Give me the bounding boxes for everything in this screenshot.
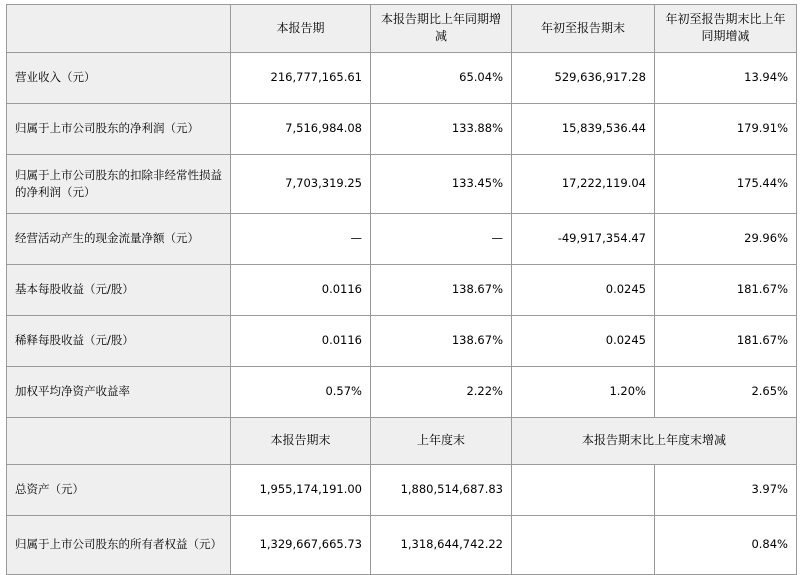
cell-cashflow-ytd: -49,917,354.47 [512, 213, 655, 264]
cell-cashflow-current-yoy: — [371, 213, 512, 264]
cell-net-profit-ytd-yoy: 179.91% [655, 103, 797, 154]
cell-equity-prior-year-end: 1,318,644,742.22 [371, 515, 512, 574]
cell-basic-eps-current-yoy: 138.67% [371, 264, 512, 315]
table-row [7, 52, 797, 103]
row-label-weighted-roe: 加权平均净资产收益率 [7, 366, 231, 417]
cell-revenue-ytd-yoy: 13.94% [655, 52, 797, 103]
cell-cashflow-current: — [231, 213, 371, 264]
cell-net-profit-excl-current-yoy: 133.45% [371, 154, 512, 213]
cell-net-profit-ytd: 15,839,536.44 [512, 103, 655, 154]
cell-roe-current-yoy: 2.22% [371, 366, 512, 417]
table-row [7, 103, 797, 154]
cell-basic-eps-ytd: 0.0245 [512, 264, 655, 315]
cell-net-profit-excl-ytd: 17,222,119.04 [512, 154, 655, 213]
table-header-row [7, 5, 797, 53]
cell-equity-spacer [512, 515, 655, 574]
cell-diluted-eps-ytd-yoy: 181.67% [655, 315, 797, 366]
table-row [7, 213, 797, 264]
table-row [7, 366, 797, 417]
row-label-total-assets: 总资产（元） [7, 464, 231, 515]
row-label-equity-attributable: 归属于上市公司股东的所有者权益（元） [7, 515, 231, 574]
header-ytd-yoy: 年初至报告期末比上年同期增减 [655, 5, 797, 53]
cell-net-profit-excl-ytd-yoy: 175.44% [655, 154, 797, 213]
financial-summary-table [6, 4, 797, 575]
second-header-corner-cell [7, 417, 231, 464]
table-row [7, 464, 797, 515]
second-header-period-end: 本报告期末 [231, 417, 371, 464]
table-second-header-row [7, 417, 797, 464]
cell-diluted-eps-current-yoy: 138.67% [371, 315, 512, 366]
header-corner-cell [7, 5, 231, 53]
cell-revenue-current-yoy: 65.04% [371, 52, 512, 103]
header-current-period: 本报告期 [231, 5, 371, 53]
cell-diluted-eps-ytd: 0.0245 [512, 315, 655, 366]
table-row [7, 154, 797, 213]
header-current-period-yoy: 本报告期比上年同期增减 [371, 5, 512, 53]
cell-revenue-ytd: 529,636,917.28 [512, 52, 655, 103]
cell-total-assets-change: 3.97% [655, 464, 797, 515]
table-row [7, 515, 797, 574]
cell-roe-ytd-yoy: 2.65% [655, 366, 797, 417]
cell-net-profit-current: 7,516,984.08 [231, 103, 371, 154]
cell-roe-ytd: 1.20% [512, 366, 655, 417]
row-label-operating-cashflow: 经营活动产生的现金流量净额（元） [7, 213, 231, 264]
cell-basic-eps-current: 0.0116 [231, 264, 371, 315]
row-label-net-profit: 归属于上市公司股东的净利润（元） [7, 103, 231, 154]
cell-net-profit-excl-current: 7,703,319.25 [231, 154, 371, 213]
cell-equity-change: 0.84% [655, 515, 797, 574]
cell-diluted-eps-current: 0.0116 [231, 315, 371, 366]
cell-net-profit-current-yoy: 133.88% [371, 103, 512, 154]
second-header-prior-year-end: 上年度末 [371, 417, 512, 464]
row-label-net-profit-excl-nonrecurring: 归属于上市公司股东的扣除非经常性损益的净利润（元） [7, 154, 231, 213]
cell-roe-current: 0.57% [231, 366, 371, 417]
row-label-basic-eps: 基本每股收益（元/股） [7, 264, 231, 315]
header-ytd: 年初至报告期末 [512, 5, 655, 53]
row-label-revenue: 营业收入（元） [7, 52, 231, 103]
cell-total-assets-prior-year-end: 1,880,514,687.83 [371, 464, 512, 515]
table-row [7, 264, 797, 315]
cell-revenue-current: 216,777,165.61 [231, 52, 371, 103]
cell-equity-period-end: 1,329,667,665.73 [231, 515, 371, 574]
cell-basic-eps-ytd-yoy: 181.67% [655, 264, 797, 315]
cell-total-assets-period-end: 1,955,174,191.00 [231, 464, 371, 515]
cell-cashflow-ytd-yoy: 29.96% [655, 213, 797, 264]
cell-total-assets-spacer [512, 464, 655, 515]
second-header-change: 本报告期末比上年度末增减 [512, 417, 797, 464]
row-label-diluted-eps: 稀释每股收益（元/股） [7, 315, 231, 366]
table-row [7, 315, 797, 366]
